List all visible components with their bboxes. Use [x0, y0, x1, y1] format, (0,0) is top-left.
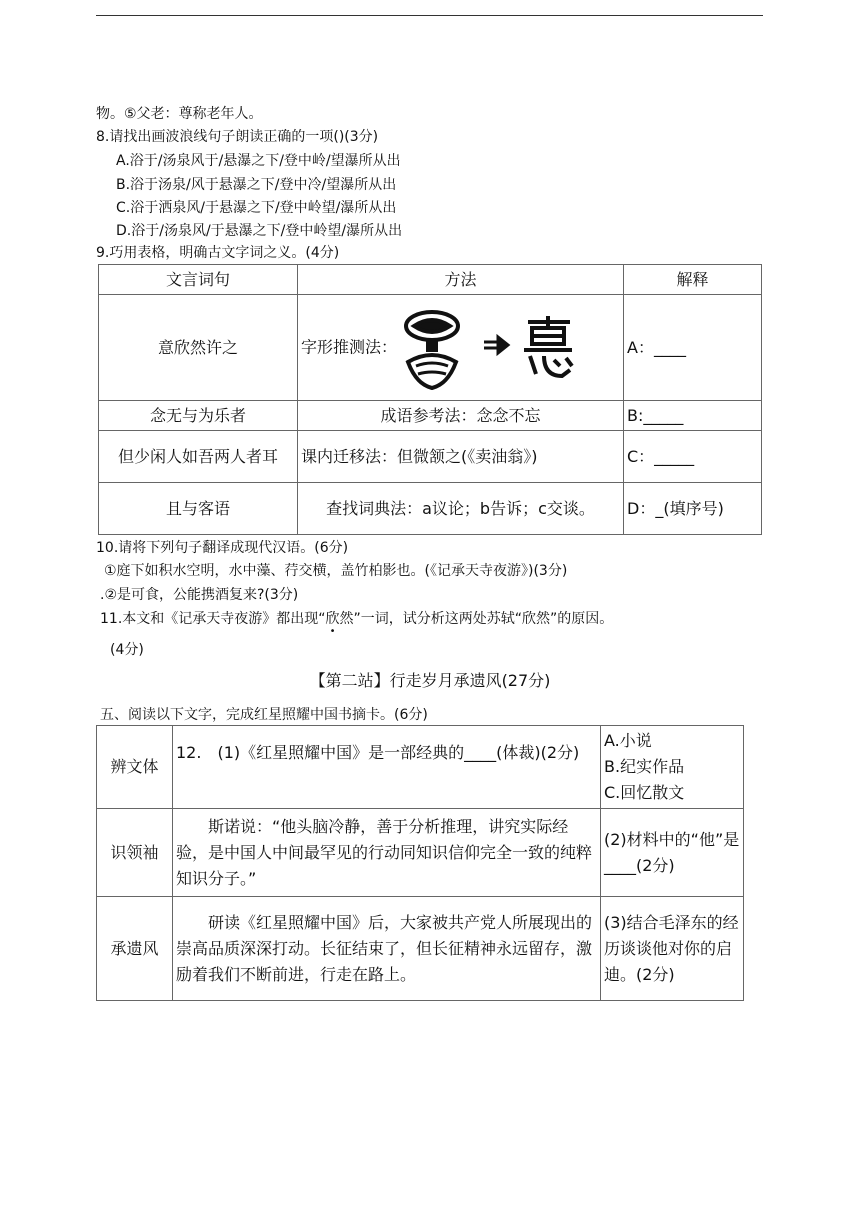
answer-cell: C：_____: [624, 431, 762, 483]
word-meaning-table: [98, 264, 762, 535]
row-content: 研读《红星照耀中国》后，大家被共产党人所展现出的崇高品质深深打动。长征结束了，但长征精神永远留存，激励着我们不断前进，行走在路上。: [173, 897, 601, 1001]
note-line: 物。⑤父老：尊称老年人。: [96, 106, 263, 122]
row-label: 辨文体: [97, 726, 173, 809]
question-10-part1: ①庭下如积水空明，水中藻、荇交横，盖竹柏影也。(《记承天寺夜游》)(3分): [104, 563, 568, 579]
section-title: 【第二站】行走岁月承遗风(27分): [309, 671, 551, 690]
question-8: 8.请找出画波浪线句子朗读正确的一项()(3分): [96, 129, 379, 145]
q11-text-a: 11.本文和《记承天寺夜游》都出现“: [100, 611, 326, 627]
row-content: 12. (1)《红星照耀中国》是一部经典的____(体裁)(2分): [173, 726, 601, 809]
method-cell: 成语参考法：念念不忘: [298, 401, 624, 431]
section-5-instruction: 五、阅读以下文字，完成红星照耀中国书摘卡。(6分): [100, 707, 428, 723]
method-label: 字形推测法：: [301, 337, 398, 356]
header-phrase: 文言词句: [99, 265, 298, 295]
question-11: [100, 609, 613, 629]
row-label: 承遗风: [97, 897, 173, 1001]
row-content: 斯诺说：“他头脑冷静，善于分析推理，讲究实际经验，是中国人中间最罕见的行动同知识信仰完全一致的纯粹知识分子。”: [173, 809, 601, 897]
phrase-cell: 念无与为乐者: [99, 401, 298, 431]
option-b: B.纪实作品: [604, 757, 685, 776]
phrase-cell: 意欣然许之: [99, 295, 298, 401]
method-cell: [298, 295, 624, 401]
answer-cell: A：____: [624, 295, 762, 401]
question-11-score: (4分): [110, 642, 144, 658]
options-cell: [601, 726, 744, 809]
method-cell: 查找词典法：a议论；b告诉；c交谈。: [298, 483, 624, 535]
question-10-part2: .②是可食，公能携酒复来?(3分): [100, 587, 299, 603]
answer-cell: D：_(填序号): [624, 483, 762, 535]
header-method: 方法: [298, 265, 624, 295]
answer-cell: B:_____: [624, 401, 762, 431]
row-label: 识领袖: [97, 809, 173, 897]
header-rule: [96, 15, 763, 16]
option-8b: B.浴于汤泉/风于悬瀑之下/登中冷/望瀑所从出: [116, 177, 397, 193]
q11-text-b: 然”一词，试分析这两处苏轼“欣然”的原因。: [339, 611, 614, 627]
option-a: A.小说: [604, 731, 652, 750]
row-question: (2)材料中的“他”是____(2分): [601, 809, 744, 897]
modern-glyph-icon: [524, 316, 572, 376]
row-question: (3)结合毛泽东的经历谈谈他对你的启迪。(2分): [601, 897, 744, 1001]
ancient-glyph-icon: [406, 312, 458, 388]
method-cell: 课内迁移法：但微颔之(《卖油翁》): [298, 431, 624, 483]
arrow-right-icon: [484, 337, 508, 353]
option-8c: C.浴于洒泉风/于悬瀑之下/登中岭望/瀑所从出: [116, 200, 397, 216]
option-c: C.回忆散文: [604, 783, 685, 802]
question-9: 9.巧用表格，明确古文字词之义。(4分): [96, 245, 340, 261]
q11-emphasis: 欣: [325, 611, 340, 627]
question-10: 10.请将下列句子翻译成现代汉语。(6分): [96, 540, 349, 556]
phrase-cell: 且与客语: [99, 483, 298, 535]
book-excerpt-card: [96, 725, 744, 1001]
phrase-cell: 但少闲人如吾两人者耳: [99, 431, 298, 483]
header-answer: 解释: [624, 265, 762, 295]
glyph-evolution: [402, 304, 582, 392]
option-8a: A.浴于/汤泉风于/悬瀑之下/登中岭/望瀑所从出: [116, 153, 401, 169]
option-8d: D.浴于/汤泉风/于悬瀑之下/登中岭望/瀑所从出: [116, 223, 403, 239]
